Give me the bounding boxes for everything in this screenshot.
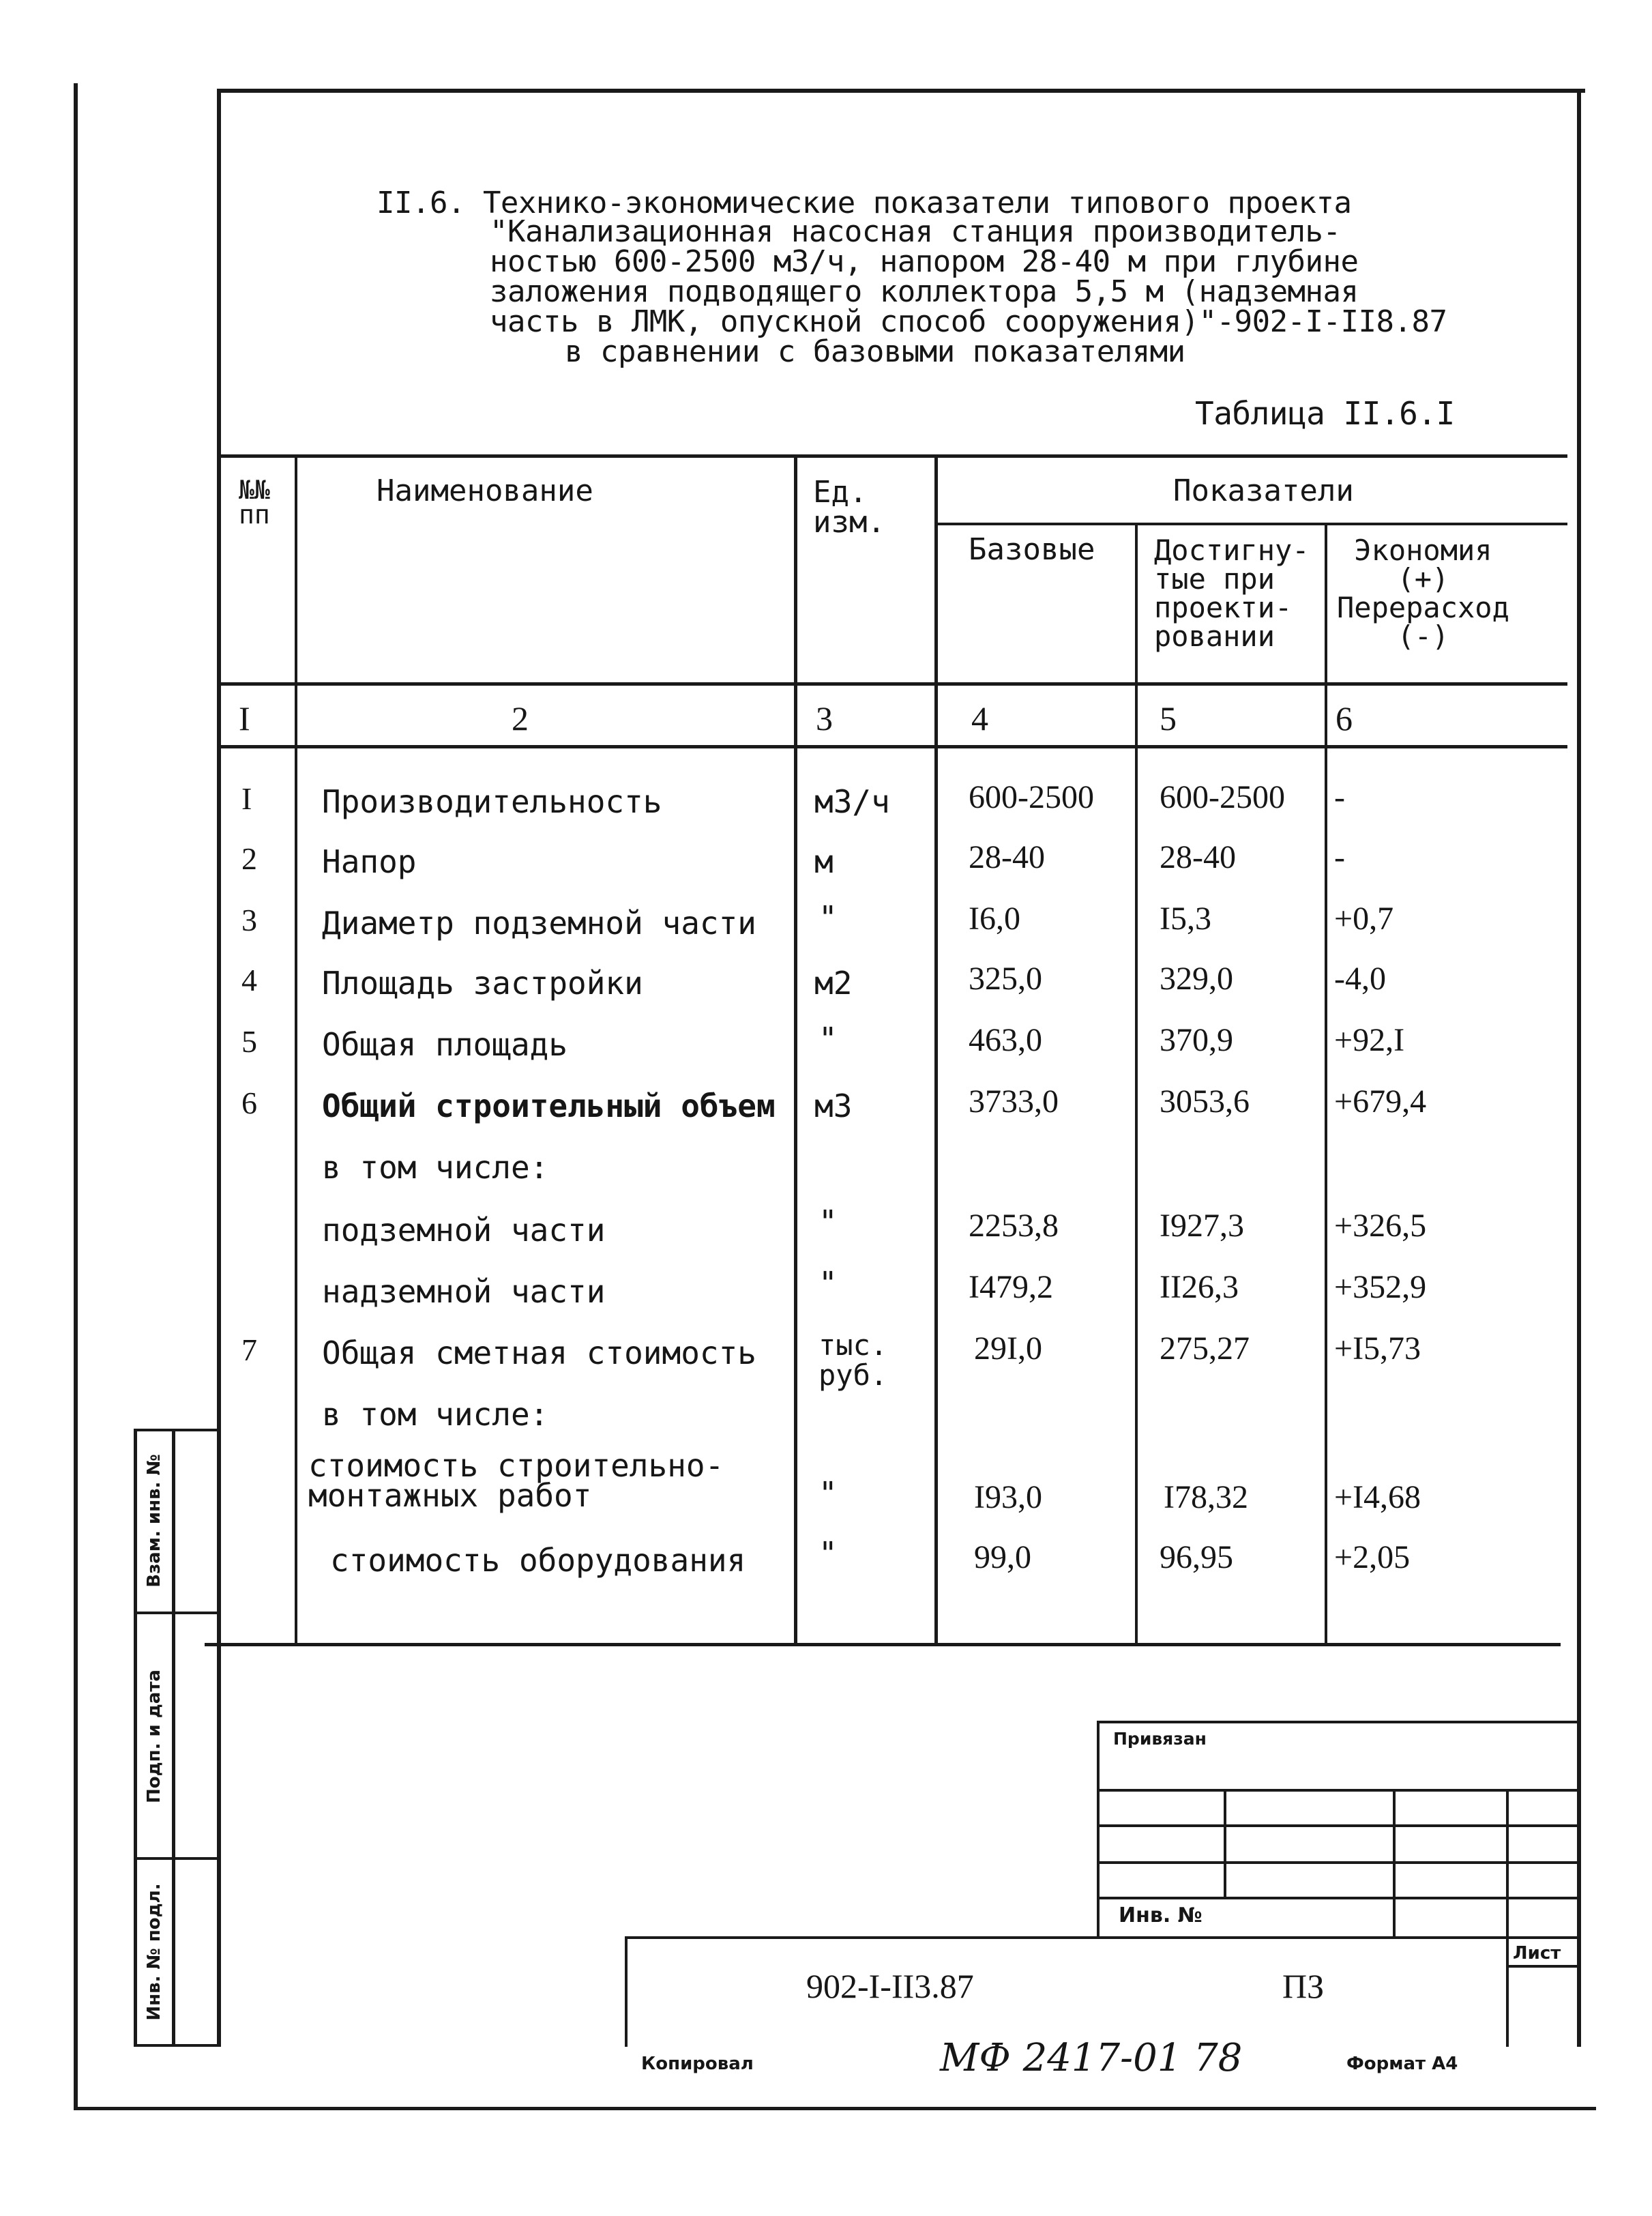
side-stamp-div-1: [134, 1612, 220, 1614]
stamp-main-top: [625, 1936, 1581, 1939]
table-row-unit: ": [818, 1265, 838, 1302]
table-row-unit: ": [818, 1204, 838, 1240]
table-row-unit: м: [814, 843, 834, 880]
frame-right-line: [1577, 89, 1581, 2047]
stamp-doc-type: ПЗ: [1282, 1967, 1325, 2005]
header-name: Наименование: [377, 473, 593, 508]
col-sep-1: [295, 456, 297, 1643]
frame-bottom-line: [74, 2107, 1596, 2110]
table-row-unit: ": [818, 1475, 838, 1512]
table-row-num: 2: [241, 841, 257, 876]
table-row-achieved: I5,3: [1160, 901, 1211, 937]
table-row-name: Площадь застройки: [322, 965, 643, 1002]
table-row-achieved: 96,95: [1160, 1539, 1233, 1575]
stamp-bound-left: [1097, 1721, 1100, 1938]
stamp-doc-code: 902-I-II3.87: [806, 1967, 974, 2005]
header-bottom-line: [220, 682, 1567, 686]
table-row-achieved: 28-40: [1160, 839, 1236, 875]
table-row-economy: +2,05: [1334, 1539, 1411, 1575]
table-row-base: 600-2500: [969, 779, 1094, 815]
table-row-achieved: 600-2500: [1160, 779, 1285, 815]
table-row-economy: -: [1334, 839, 1345, 875]
footer-copied: Копировал: [641, 2054, 754, 2074]
table-row-achieved: 275,27: [1160, 1330, 1250, 1367]
table-row-name: стоимость строительно- монтажных работ: [308, 1447, 724, 1514]
frame-top-line: [217, 89, 1585, 93]
table-row-economy: +I4,68: [1334, 1479, 1421, 1515]
table-row-num: 4: [241, 963, 257, 997]
side-stamp-mid-line: [172, 1430, 175, 2047]
stamp-col-2: [1393, 1789, 1396, 1938]
title-line-3: ностью 600-2500 м3/ч, напором 28-40 м при глубине: [490, 244, 1359, 279]
table-row-unit: м3/ч: [814, 783, 890, 820]
table-row-economy: +0,7: [1334, 901, 1394, 937]
side-label-podp: Подп. и дата: [144, 1670, 164, 1803]
table-row-achieved: I927,3: [1160, 1208, 1244, 1244]
table-row-base: I93,0: [974, 1479, 1042, 1515]
table-row-economy: +92,I: [1334, 1022, 1405, 1058]
table-bottom-line: [205, 1643, 1561, 1646]
col-sep-2: [794, 456, 797, 1643]
side-stamp-top-line: [134, 1429, 220, 1431]
indicators-subline: [936, 523, 1567, 525]
table-row-base: 29I,0: [974, 1330, 1042, 1367]
table-top-line: [220, 454, 1567, 458]
stamp-sheet-div: [1506, 1965, 1581, 1968]
title-line-2: "Канализационная насосная станция производитель-: [490, 214, 1341, 249]
table-row-unit: м2: [814, 965, 853, 1002]
table-row-achieved: II26,3: [1160, 1269, 1239, 1305]
colnum-bottom-line: [220, 745, 1567, 748]
table-caption: Таблица II.6.I: [1195, 395, 1455, 432]
table-row-name: Общая сметная стоимость: [322, 1335, 756, 1371]
side-label-inv-podl: Инв. № подл.: [144, 1883, 164, 2021]
title-line-4: заложения подводящего коллектора 5,5 м (надземная: [490, 274, 1359, 309]
colnum-3: 3: [816, 699, 833, 738]
table-row-unit: ": [818, 1535, 838, 1572]
table-row-name: надземной части: [322, 1273, 606, 1310]
table-row-base: I6,0: [969, 901, 1020, 937]
header-unit: Ед. изм.: [813, 475, 885, 540]
table-row-name: Общая площадь: [322, 1026, 568, 1063]
table-row-num: 5: [241, 1024, 257, 1059]
table-row-base: 463,0: [969, 1022, 1042, 1058]
table-row-unit: ": [818, 899, 838, 936]
table-row-achieved: 370,9: [1160, 1022, 1233, 1058]
table-row-base: I479,2: [969, 1269, 1053, 1305]
table-row-economy: +352,9: [1334, 1269, 1427, 1305]
table-row-name: Диаметр подземной части: [322, 905, 756, 942]
title-line-5: часть в ЛМК, опускной способ сооружения)"-902-I-II8.87: [490, 304, 1447, 339]
table-row-num: 7: [241, 1332, 257, 1367]
table-row-achieved: 3053,6: [1160, 1083, 1250, 1120]
col-sep-3: [934, 456, 938, 1643]
stamp-sheet-label: Лист: [1513, 1943, 1561, 1964]
colnum-4: 4: [971, 699, 988, 738]
colnum-2: 2: [512, 699, 529, 738]
table-row-base: 3733,0: [969, 1083, 1059, 1120]
table-row-economy: -: [1334, 779, 1345, 815]
table-row-name: Производительность: [322, 783, 662, 820]
header-economy: Экономия (+) Перерасход (-): [1337, 534, 1509, 653]
table-row-economy: +326,5: [1334, 1208, 1427, 1244]
table-row-base: 2253,8: [969, 1208, 1059, 1244]
table-row-base: 99,0: [974, 1539, 1031, 1575]
stamp-bound-label: Привязан: [1113, 1729, 1207, 1749]
colnum-5: 5: [1160, 699, 1177, 738]
col-sep-4: [1135, 524, 1138, 1643]
table-row-num: 6: [241, 1085, 257, 1120]
table-row-name: Общий строительный объем: [322, 1088, 776, 1124]
table-row-name: Напор: [322, 843, 417, 880]
table-row-economy: +679,4: [1334, 1083, 1427, 1120]
stamp-col-1: [1224, 1789, 1226, 1898]
table-row-achieved: I78,32: [1164, 1479, 1248, 1515]
table-row-base: 325,0: [969, 961, 1042, 997]
col-sep-5: [1325, 524, 1327, 1643]
colnum-1: I: [239, 699, 250, 738]
table-row-unit: тыс. руб.: [818, 1328, 888, 1392]
table-row-achieved: 329,0: [1160, 961, 1233, 997]
table-row-unit: ": [818, 1021, 838, 1058]
title-line-1: II.6. Технико-экономические показатели типового проекта: [377, 186, 1352, 220]
side-stamp-bottom-line: [134, 2044, 220, 2047]
stamp-inv-label: Инв. №: [1119, 1904, 1203, 1927]
table-row-base: 28-40: [969, 839, 1045, 875]
stamp-col-3: [1506, 1789, 1509, 2047]
table-row-economy: +I5,73: [1334, 1330, 1421, 1367]
footer-handwritten: МФ 2417-01 78: [940, 2036, 1243, 2080]
table-row-num: I: [241, 781, 252, 816]
title-line-6: в сравнении с базовыми показателями: [565, 334, 1185, 369]
table-row-num: 3: [241, 903, 257, 937]
header-achieved: Достигну- тые при проекти- ровании: [1154, 534, 1310, 653]
frame-inner-left-line: [217, 90, 221, 2047]
side-stamp-left-line: [134, 1430, 137, 2047]
footer-format: Формат А4: [1346, 2054, 1458, 2074]
frame-left-line: [74, 83, 78, 2110]
table-row-name: подземной части: [322, 1212, 606, 1249]
colnum-6: 6: [1336, 699, 1353, 738]
side-label-vzam: Взам. инв. №: [144, 1454, 164, 1588]
stamp-main-left: [625, 1936, 628, 2047]
stamp-bound-top: [1097, 1721, 1581, 1723]
header-indicators: Показатели: [1173, 473, 1354, 508]
table-row-name: стоимость оборудования: [330, 1542, 746, 1579]
header-base: Базовые: [969, 532, 1095, 567]
table-row-economy: -4,0: [1334, 961, 1386, 997]
table-row-name: в том числе:: [322, 1149, 549, 1186]
header-num: №№ пп: [239, 475, 270, 529]
table-row-unit: м3: [814, 1088, 853, 1124]
side-stamp-div-2: [134, 1857, 220, 1860]
table-row-name: в том числе:: [322, 1396, 549, 1433]
